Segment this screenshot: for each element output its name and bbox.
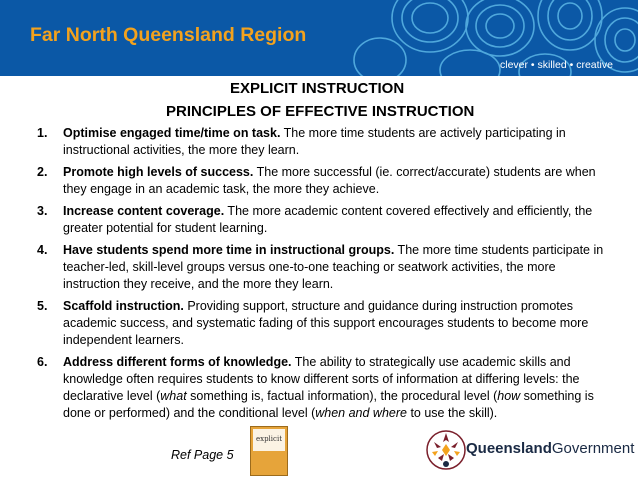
list-item: [0, 203, 638, 237]
item-title: Scaffold instruction.: [63, 299, 184, 313]
list-item: [0, 298, 638, 349]
list-item: [0, 164, 638, 198]
item-number: 4.: [37, 243, 48, 257]
item-emphasis: when and where: [315, 406, 407, 420]
item-title: Optimise engaged time/time on task.: [63, 126, 281, 140]
item-text: something is done or performed) and the conditional level (: [63, 389, 594, 420]
book-cover-thumbnail: [250, 426, 288, 476]
item-number: 5.: [37, 299, 48, 313]
item-text: The more academic content covered effectively and efficiently, the greater potential for student learning.: [63, 204, 593, 235]
item-text: The ability to strategically use academic skills and knowledge often requires students to know different sorts of information at differing levels: the declarative level (: [63, 355, 580, 403]
item-emphasis: what: [160, 389, 187, 403]
item-text: The more time students participate in teacher-led, skill-level groups versus one-to-one teaching or seatwork activities, the more instruction they receive, and the more they learn.: [63, 243, 604, 291]
heading-principles: PRINCIPLES OF EFFECTIVE INSTRUCTION: [166, 103, 475, 120]
item-number: 6.: [37, 355, 48, 369]
item-number: 1.: [37, 126, 48, 140]
book-cover-title: explicit: [255, 435, 283, 443]
tagline: clever • skilled • creative: [500, 59, 613, 71]
item-text: to use the skill).: [406, 406, 498, 420]
region-title: Far North Queensland Region: [30, 24, 307, 46]
item-text: The more time students are actively participating in instructional activities, the more they learn.: [63, 126, 566, 157]
header-banner: [0, 0, 638, 76]
page-reference: Ref Page 5: [171, 448, 234, 462]
heading-explicit-instruction: EXPLICIT INSTRUCTION: [230, 80, 405, 97]
item-title: Promote high levels of success.: [63, 165, 254, 179]
item-text: something is, factual information), the procedural level (: [186, 389, 498, 403]
item-number: 2.: [37, 165, 48, 179]
item-text: Providing support, structure and guidance during instruction promotes academic success, and systematic fading of this support encourages students to become more independent learners.: [63, 299, 589, 347]
principles-list: [0, 125, 638, 427]
list-item: [0, 354, 638, 422]
item-text: The more successful (ie. correct/accurate) students are when they engage in an academic task, the more they achieve.: [63, 165, 596, 196]
list-item: [0, 242, 638, 293]
item-title: Have students spend more time in instructional groups.: [63, 243, 395, 257]
item-title: Increase content coverage.: [63, 204, 225, 218]
item-number: 3.: [37, 204, 48, 218]
queensland-government-logotype: QueenslandGovernment: [466, 440, 635, 457]
queensland-crest-icon: [426, 428, 466, 472]
list-item: [0, 125, 638, 159]
item-title: Address different forms of knowledge.: [63, 355, 292, 369]
item-emphasis: how: [497, 389, 521, 403]
